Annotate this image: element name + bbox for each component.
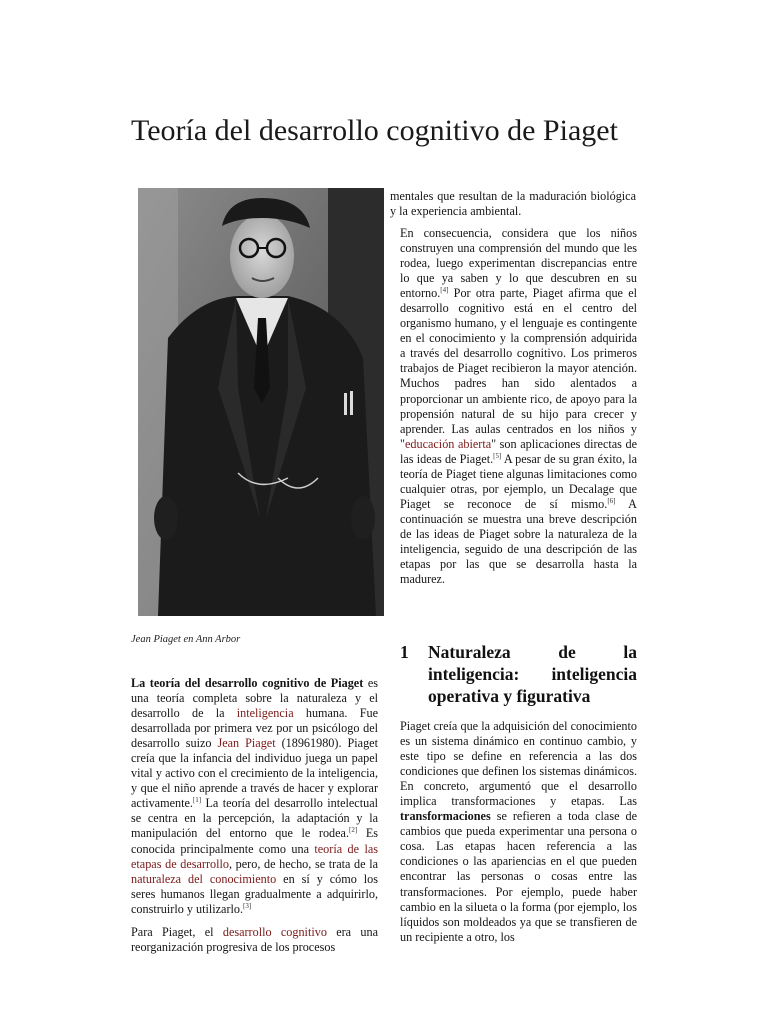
ref-5[interactable]: [5]	[493, 451, 502, 460]
text-span: era una reorganización progresiva de los procesos	[131, 924, 378, 954]
text-span: se refieren a toda clase de cambios que pueda experimentar una persona o cosa. Las etapas hacen referencia a las condiciones o las apariencias en el que pueden encontrar las personas o cosas entre las transformaciones. Por ejemplo, puede haber cambio en la silueta o la forma (por ejemplo, los líquidos son moldeados ya que se transfieren de un recipiente a otro, los	[400, 809, 637, 944]
ref-2[interactable]: [2]	[349, 826, 358, 835]
text-span: A pesar de su gran éxito, la teoría de Piaget tiene algunas limitaciones como cualquier otras, por ejemplo, un Decalage que Piaget se reconoce de sí mismo.	[400, 451, 637, 511]
ref-3[interactable]: [3]	[243, 901, 252, 910]
text-span: es una teoría completa sobre la naturaleza y el desarrollo de la	[131, 676, 378, 721]
link-desarrollo-cognitivo[interactable]: desarrollo cognitivo	[222, 924, 327, 939]
left-column	[131, 676, 378, 955]
text-span: Para Piaget, el	[131, 924, 223, 939]
text-span: " son aplicaciones directas de las ideas de Piaget.	[400, 436, 637, 466]
photo-caption: Jean Piaget en Ann Arbor	[131, 634, 241, 645]
consequence-paragraph	[400, 226, 637, 587]
text-span: humana. Fue desarrollada por primera vez por un psicólogo del desarrollo suizo	[131, 706, 378, 751]
bold-transformaciones: transformaciones	[400, 809, 491, 824]
section-title: Naturaleza de la inteligencia: inteligencia operativa y figurativa	[428, 642, 637, 706]
text-span: (18961980). Piaget creía que la infancia del individuo juega un papel vital y activo con el crecimiento de la inteligencia, y que el niño aprende a través de hacer y explorar activamente.	[131, 736, 378, 811]
continuation-paragraph: mentales que resultan de la maduración biológica y la experiencia ambiental.	[390, 189, 636, 219]
right-top-text	[390, 189, 636, 219]
text-span: La teoría del desarrollo intelectual se centra en la percepción, la adaptación y la manipulación del entorno que le rodea.	[131, 796, 378, 841]
text-span: , pero, de hecho, se trata de la	[228, 856, 379, 871]
intro-bold: La teoría del desarrollo cognitivo de Piaget	[131, 676, 364, 690]
text-span: En consecuencia, considera que los niños construyen una comprensión del mundo que les rodea, luego experimentan discrepancias entre lo que ya saben y lo que descubren en su entorno.	[400, 226, 637, 301]
portrait-photo	[138, 188, 384, 616]
ref-1[interactable]: [1]	[192, 796, 202, 805]
link-etapas[interactable]: teoría de las etapas de desarrollo	[131, 841, 378, 871]
text-span: Por otra parte, Piaget afirma que el desarrollo cognitivo está en el centro del organismo humano, y el lenguaje es contingente en el conocimiento y la comprensión adquirida a través del desarrollo cognitivo. Los primeros trabajos de Piaget recibieron la mayor atención. Muchos padres han sido alentados a proporcionar un ambiente rico, de apoyo para la propensión natural de su hijo para crecer y aprender. Las aulas centrados en los niños y "	[400, 286, 637, 451]
link-naturaleza-conocimiento[interactable]: naturaleza del conocimiento	[131, 871, 277, 886]
link-educacion-abierta[interactable]: educación abierta	[404, 436, 492, 451]
intro-paragraph	[131, 676, 378, 917]
page-title: Teoría del desarrollo cognitivo de Piaget	[131, 114, 618, 147]
link-jean-piaget[interactable]: Jean Piaget	[217, 736, 276, 751]
section-body	[400, 719, 637, 945]
text-span: A continuación se muestra una breve descripción de las ideas de Piaget sobre la naturaleza de la inteligencia, seguido de una descripción de las etapas por las que se desarrolla hasta la madurez.	[400, 496, 637, 587]
text-span: en sí y cómo los seres humanos llegan gradualmente a adquirirlo, construirlo y utilizarlo.	[131, 871, 378, 916]
section-paragraph	[400, 719, 637, 945]
ref-6[interactable]: [6]	[607, 496, 616, 505]
text-span: Es conocida principalmente como una	[131, 826, 379, 856]
link-inteligencia[interactable]: inteligencia	[236, 706, 294, 721]
ref-4[interactable]: [4]	[440, 286, 449, 295]
right-main-text	[400, 226, 637, 587]
section-heading	[400, 641, 637, 707]
second-paragraph	[131, 925, 378, 955]
section-number: 1	[400, 642, 409, 662]
text-span: Piaget creía que la adquisición del conocimiento es un sistema dinámico en continuo cambio, y este tipo se define en referencia a las dos condiciones que definen los sistemas dinámicos. En concreto, argumentó que el desarrollo implica transformaciones y etapas. Las	[400, 719, 637, 809]
